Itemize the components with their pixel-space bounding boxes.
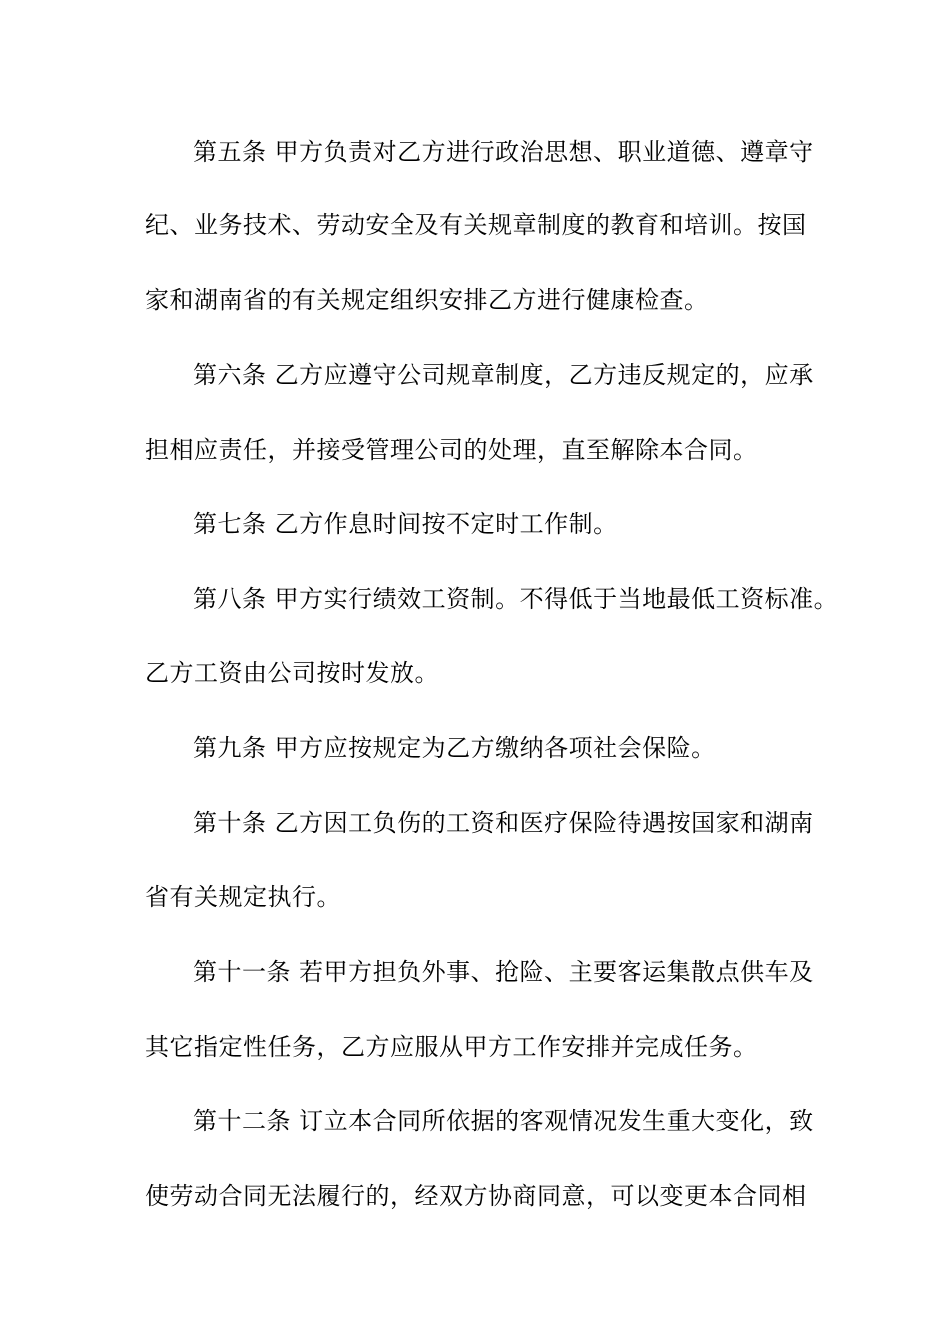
article-12-line-1: 第十二条 订立本合同所依据的客观情况发生重大变化，致 — [193, 1107, 814, 1135]
article-9-line-1: 第九条 甲方应按规定为乙方缴纳各项社会保险。 — [193, 734, 716, 762]
article-5-line-1: 第五条 甲方负责对乙方进行政治思想、职业道德、遵章守 — [193, 138, 814, 166]
article-12-line-2: 使劳动合同无法履行的，经双方协商同意，可以变更本合同相 — [145, 1182, 807, 1210]
article-6-line-1: 第六条 乙方应遵守公司规章制度，乙方违反规定的，应承 — [193, 361, 814, 389]
article-11-line-1: 第十一条 若甲方担负外事、抢险、主要客运集散点供车及 — [193, 958, 814, 986]
article-5-line-2: 纪、业务技术、劳动安全及有关规章制度的教育和培训。按国 — [145, 211, 807, 239]
article-10-line-1: 第十条 乙方因工负伤的工资和医疗保险待遇按国家和湖南 — [193, 809, 814, 837]
article-6-line-2: 担相应责任，并接受管理公司的处理，直至解除本合同。 — [145, 436, 758, 464]
article-8-line-2: 乙方工资由公司按时发放。 — [145, 659, 439, 687]
article-11-line-2: 其它指定性任务，乙方应服从甲方工作安排并完成任务。 — [145, 1033, 758, 1061]
article-7-line-1: 第七条 乙方作息时间按不定时工作制。 — [193, 510, 618, 538]
article-5-line-3: 家和湖南省的有关规定组织安排乙方进行健康检查。 — [145, 286, 709, 314]
article-10-line-2: 省有关规定执行。 — [145, 883, 341, 911]
article-8-line-1: 第八条 甲方实行绩效工资制。不得低于当地最低工资标准。 — [193, 585, 839, 613]
